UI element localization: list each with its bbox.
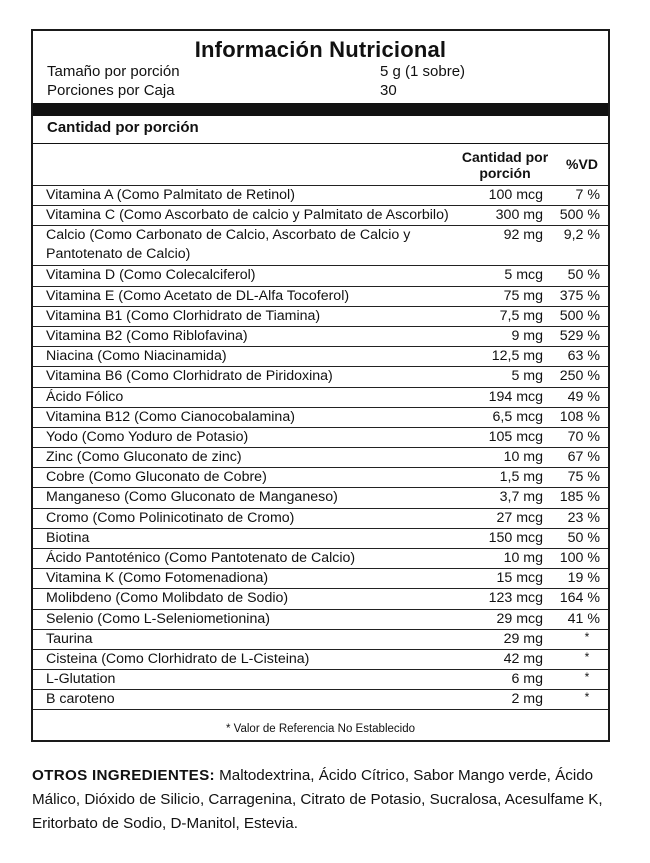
nutrient-row [33, 467, 608, 487]
nutrient-daily-value: 49 % [567, 388, 600, 405]
thick-divider [33, 103, 608, 116]
nutrient-row [33, 225, 608, 265]
nutrient-daily-value: 108 % [559, 408, 600, 425]
nutrition-facts-panel [31, 29, 610, 742]
other-ingredients [32, 764, 622, 836]
nutrient-row [33, 387, 608, 407]
nutrient-amount: 15 mcg [496, 570, 543, 587]
nutrient-amount: 5 mg [511, 368, 543, 385]
footnote: * Valor de Referencia No Establecido [225, 723, 415, 735]
nutrient-daily-value: 164 % [559, 590, 600, 607]
nutrient-row [33, 568, 608, 588]
nutrient-daily-value: * [584, 649, 590, 664]
nutrient-row [33, 306, 608, 326]
nutrient-name: Cromo (Como Polinicotinato de Cromo) [46, 509, 295, 526]
nutrient-amount: 92 mg [503, 227, 543, 244]
nutrient-name: Vitamina E (Como Acetato de DL-Alfa Tocoferol) [46, 287, 350, 304]
nutrient-amount: 29 mcg [496, 610, 543, 627]
nutrient-row [33, 366, 608, 386]
divider [33, 143, 608, 144]
nutrient-amount: 150 mcg [488, 529, 543, 546]
nutrient-amount: 5 mcg [504, 267, 543, 284]
nutrient-name: L-Glutation [46, 671, 116, 688]
nutrient-name: Niacina (Como Niacinamida) [46, 348, 227, 365]
nutrient-name: Ácido Pantoténico (Como Pantotenato de Calcio) [46, 550, 356, 566]
column-header-vd: %VD [566, 156, 598, 172]
ingredients-text: Maltodextrina, Ácido Cítrico, Sabor Mango verde, Ácido Málico, Dióxido de Silicio, Carragenina, Citrato de Potasio, Sucralosa, Acesulfame K, Eritorbato de Sodio, D-Manitol, Estevia. [32, 767, 603, 832]
nutrient-name: Vitamina C (Como Ascorbato de calcio y Palmitato de Ascorbilo) [46, 207, 449, 224]
servings-label: Porciones por Caja [47, 82, 175, 99]
nutrient-name: Vitamina B6 (Como Clorhidrato de Piridoxina) [46, 368, 333, 385]
nutrient-name: Vitamina A (Como Palmitato de Retinol) [46, 187, 295, 203]
nutrient-daily-value: 23 % [567, 509, 600, 526]
nutrient-daily-value: 50 % [567, 529, 600, 546]
nutrient-amount: 100 mcg [488, 187, 543, 203]
nutrient-daily-value: * [584, 670, 590, 685]
nutrient-row [33, 508, 608, 528]
nutrient-daily-value: 529 % [559, 327, 600, 344]
nutrient-amount: 7,5 mg [499, 307, 543, 324]
nutrient-name: Cisteina (Como Clorhidrato de L-Cisteina) [46, 650, 310, 667]
nutrient-amount: 75 mg [503, 287, 543, 304]
nutrient-daily-value: 500 % [559, 307, 600, 324]
nutrient-daily-value: 75 % [567, 469, 600, 486]
nutrient-table [33, 185, 608, 710]
panel-title: Información Nutricional [194, 37, 447, 62]
amount-per-serving-heading: Cantidad por porción [47, 119, 199, 136]
nutrient-name: Vitamina B12 (Como Cianocobalamina) [46, 408, 295, 425]
nutrient-row [33, 427, 608, 447]
servings-value: 30 [380, 82, 397, 99]
nutrient-row [33, 588, 608, 608]
nutrient-amount: 1,5 mg [499, 469, 543, 486]
nutrient-daily-value: 500 % [559, 207, 600, 224]
nutrient-row [33, 528, 608, 548]
serving-size-value: 5 g (1 sobre) [380, 63, 466, 80]
nutrient-row [33, 286, 608, 306]
nutrient-row [33, 185, 608, 205]
nutrient-amount: 300 mg [495, 207, 543, 224]
nutrient-amount: 27 mcg [496, 509, 543, 526]
nutrient-amount: 123 mcg [488, 590, 543, 607]
nutrient-row [33, 205, 608, 225]
nutrient-row [33, 609, 608, 629]
nutrient-row [33, 669, 608, 689]
nutrient-daily-value: 63 % [567, 348, 600, 365]
nutrient-amount: 10 mg [503, 550, 543, 566]
nutrient-amount: 9 mg [511, 327, 543, 344]
nutrient-row [33, 689, 608, 709]
nutrient-name: Taurina [46, 630, 93, 647]
nutrient-daily-value: 9,2 % [563, 227, 600, 244]
nutrient-amount: 105 mcg [488, 428, 543, 445]
nutrient-name: Vitamina D (Como Colecalciferol) [46, 267, 256, 284]
nutrient-row [33, 629, 608, 649]
ingredients-label: OTROS INGREDIENTES: [32, 767, 215, 784]
nutrient-daily-value: 67 % [567, 449, 600, 466]
nutrient-name: Vitamina K (Como Fotomenadiona) [46, 570, 269, 587]
column-header-amount: Cantidad por porción [461, 149, 549, 181]
nutrient-daily-value: 50 % [567, 267, 600, 284]
nutrient-name: Molibdeno (Como Molibdato de Sodio) [46, 590, 289, 607]
nutrient-name: Vitamina B1 (Como Clorhidrato de Tiamina) [46, 307, 321, 324]
nutrient-name: B caroteno [46, 691, 115, 708]
serving-size-label: Tamaño por porción [47, 63, 180, 80]
nutrient-daily-value: 7 % [575, 187, 600, 203]
nutrient-name: Yodo (Como Yoduro de Potasio) [46, 428, 249, 445]
nutrient-amount: 42 mg [503, 650, 543, 667]
nutrient-row [33, 265, 608, 285]
nutrient-row [33, 407, 608, 427]
nutrient-daily-value: 70 % [567, 428, 600, 445]
nutrient-daily-value: 375 % [559, 287, 600, 304]
nutrient-daily-value: 19 % [567, 570, 600, 587]
nutrient-daily-value: * [584, 690, 590, 705]
nutrient-amount: 12,5 mg [491, 348, 543, 365]
nutrient-daily-value: 185 % [559, 489, 600, 506]
nutrient-row [33, 447, 608, 467]
nutrient-daily-value: 250 % [559, 368, 600, 385]
nutrient-daily-value: 100 % [559, 550, 600, 566]
nutrient-name: Ácido Fólico [46, 388, 124, 405]
nutrient-name: Cobre (Como Gluconato de Cobre) [46, 469, 267, 486]
nutrient-name: Zinc (Como Gluconato de zinc) [46, 449, 242, 466]
nutrient-name: Calcio (Como Carbonato de Calcio, Ascorbato de Calcio y Pantotenato de Calcio) [46, 227, 411, 263]
nutrient-name: Vitamina B2 (Como Riblofavina) [46, 327, 248, 344]
nutrient-daily-value: * [584, 629, 590, 644]
nutrient-row [33, 487, 608, 507]
nutrient-row [33, 548, 608, 568]
nutrient-amount: 194 mcg [488, 388, 543, 405]
nutrient-row [33, 326, 608, 346]
nutrient-row [33, 346, 608, 366]
nutrient-daily-value: 41 % [567, 610, 600, 627]
nutrient-amount: 6,5 mcg [492, 408, 543, 425]
nutrient-amount: 3,7 mg [499, 489, 543, 506]
nutrient-name: Selenio (Como L-Seleniometionina) [46, 610, 270, 627]
nutrient-amount: 2 mg [511, 691, 543, 708]
nutrient-name: Biotina [46, 529, 90, 546]
nutrient-amount: 29 mg [503, 630, 543, 647]
nutrient-row [33, 649, 608, 669]
nutrient-name: Manganeso (Como Gluconato de Manganeso) [46, 489, 338, 506]
nutrient-amount: 10 mg [503, 449, 543, 466]
nutrient-amount: 6 mg [511, 671, 543, 688]
